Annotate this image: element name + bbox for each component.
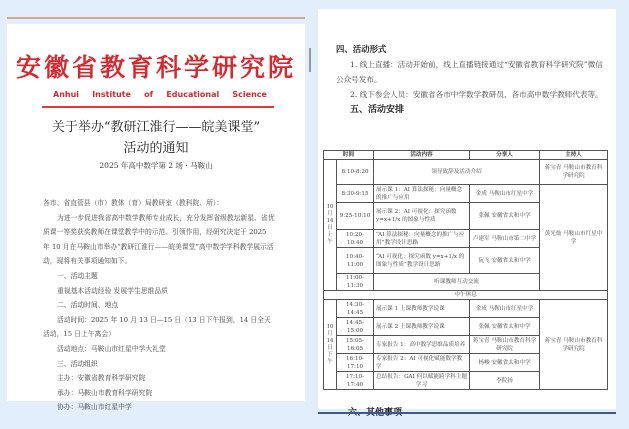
institute-en-word: Educational [166, 90, 220, 99]
notice-title-line1: 关于举办“教研江淮行——皖美课堂” [51, 120, 261, 135]
section-text: 协办：马鞍山市红星中学 [57, 403, 132, 412]
speaker-cell: 张佩 安徽省太和中学 [470, 203, 540, 230]
content-cell: 展示课 1：AI 算法探秘：向量概念的推广与应用 [374, 185, 470, 203]
content-cell: 展示课 1 上课教师教学说课 [374, 300, 470, 318]
content-cell: 专家报告 1：高中数学思维品质培养 [374, 336, 470, 354]
activity-format-section [336, 42, 606, 118]
speaker-cell: 杨峻 安徽省太和中学 [470, 354, 540, 372]
section-heading: 四、活动形式 [336, 44, 387, 54]
time-cell: 16:10-17:10 [337, 354, 374, 372]
time-cell: 9:25-10:10 [337, 203, 374, 230]
table-row [324, 300, 608, 318]
host-cell: 蒋宝青 马鞍山市教育科学研究院 [540, 160, 608, 185]
time-cell: 15:05-16:05 [337, 336, 374, 354]
time-cell: 14:45-15:00 [337, 318, 374, 336]
header-host: 主持人 [540, 151, 608, 160]
host-cell: 黄光灿 马鞍山市红星中学 [540, 185, 608, 291]
section-text: 主办：安徽省教育科学研究院 [57, 374, 146, 383]
content-cell: 展示课 2：AI 可视化：探究函数 y=x+1/x 的图象与性质 [374, 203, 470, 230]
content-cell: 专家报告 2：AI 可视化赋能数学教学 [374, 354, 470, 372]
letterhead-red-rule [42, 106, 274, 108]
speaker-cell: 张佩 安徽省太和中学 [470, 318, 540, 336]
intro-paragraph: 为进一步促进我省高中数学教师专业成长，充分发挥省级教坛新星、省优质课一等奖获奖教师在课堂教学中的示范、引领作用，经研究决定于 2025 年 10 月在马鞍山市举办“教研江淮行——皖美课堂”高中数学学科教学展示活动，现将有关事项通知如下。 [43, 213, 275, 266]
section-text: 重视基本活动经验 发展学生思维品质 [57, 286, 168, 295]
speaker-cell: 蒋宝青 马鞍山市教育科学研究院 [470, 336, 540, 354]
institute-name-en [53, 90, 267, 99]
day-label-morning: 10月14日上午 [324, 160, 337, 291]
notice-page-2 [318, 9, 616, 409]
header-time: 时间 [324, 151, 374, 160]
section-heading: 五、活动安排 [350, 105, 405, 115]
section-text: 活动地点：马鞍山市红星中学大礼堂 [57, 344, 166, 353]
content-cell: “AI 算法探秘：向量概念的推广与应用”教学设计思路 [374, 230, 470, 248]
institute-name-cn: 安徽省教育科学研究院 [15, 53, 296, 82]
institute-en-word: Institute [92, 90, 131, 99]
lunch-break-row [324, 291, 608, 300]
speaker-cell: 卢建军 马鞍山市第二中学 [470, 230, 540, 248]
section-heading: 二、活动时间、地点 [57, 301, 119, 310]
speaker-cell: 阮飞 安徽省太和中学 [470, 248, 540, 274]
content-cell: 总结报告：GAI 何以赋能跨学科主题学习 [374, 372, 470, 390]
content-cell: 领导致辞及活动介绍 [374, 160, 540, 185]
speaker-cell: 金成 马鞍山市红星中学 [470, 300, 540, 318]
header-content: 活动内容 [374, 151, 470, 160]
section-heading: 三、活动组织 [57, 359, 98, 368]
notice-page-1 [7, 24, 305, 412]
notice-title-line2: 活动的通知 [123, 141, 189, 156]
content-cell: 展示课 2 上课教师教学说课 [374, 318, 470, 336]
content-cell: “AI 可视化：探究函数 y=x+1/x 的图象与性质”教学设计思路 [374, 248, 470, 274]
tan-divider-line [7, 17, 305, 19]
schedule-table [323, 150, 608, 390]
format-item: 1. 线上直播：活动开始前，线上直播链接通过“安徽省教育科学研究院”微信公众号发布。 [336, 60, 603, 84]
lunch-break-cell: 中午休息 [324, 291, 608, 300]
time-cell: 8:30-9:15 [337, 185, 374, 203]
header-speaker: 分享人 [470, 151, 540, 160]
speaker-cell: 李院扬 [470, 372, 540, 390]
section-heading: 一、活动主题 [57, 271, 98, 280]
time-cell: 17:10-17:40 [337, 372, 374, 390]
time-cell: 8:10-8:20 [337, 160, 374, 185]
day-label-afternoon: 10月14日下午 [324, 300, 337, 390]
time-cell: 11:00-11:30 [337, 274, 374, 291]
notice-subtitle: 2025 年高中数学第 2 场 · 马鞍山 [99, 161, 213, 170]
institute-en-word: Anhui [53, 90, 80, 99]
table-row [324, 185, 608, 203]
scrollbar[interactable] [309, 48, 311, 72]
speaker-cell: 金成 马鞍山市红星中学 [470, 185, 540, 203]
section-text: 承办：马鞍山市教育科学研究院 [57, 388, 153, 397]
notice-body [43, 196, 275, 415]
format-item: 2. 线下参会人员：安徽省各市中学数学教研员、各市高中数学教师代表等。 [350, 90, 603, 99]
section-text: 活动时间：2025 年 10 月 13 日—15 日（13 日下午报到，14 日全天活动，15 日上午离会） [43, 315, 271, 339]
time-cell: 10:40-11:00 [337, 248, 374, 274]
table-row [324, 160, 608, 185]
host-cell: 蒋宝青 马鞍山市教育科学研究院 [540, 300, 608, 390]
time-cell: 10:20-10:40 [337, 230, 374, 248]
institute-en-word: of [144, 90, 154, 99]
content-cell: 听课教师互动交流 [374, 274, 540, 291]
table-header-row [324, 151, 608, 160]
institute-en-word: Science [232, 90, 267, 99]
time-cell: 14:30-14:45 [337, 300, 374, 318]
blue-divider-line [318, 412, 616, 414]
salutation: 各市、省直管县（市）教体（育）局教研室（教科院、所）： [43, 199, 224, 207]
